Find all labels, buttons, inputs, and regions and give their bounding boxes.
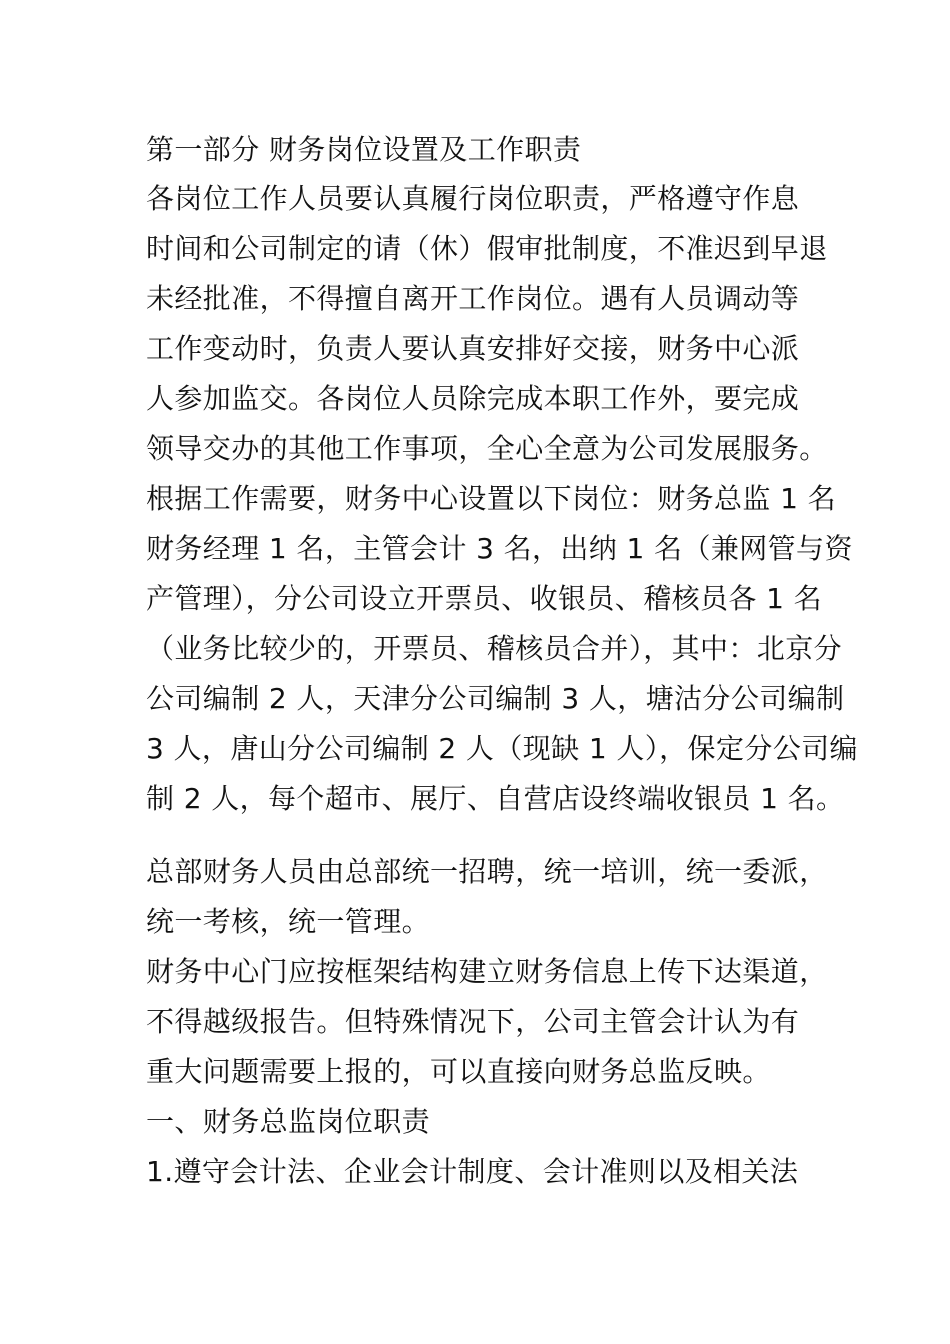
paragraph-line: 领导交办的其他工作事项，全心全意为公司发展服务。 [146,432,828,465]
paragraph-line: 重大问题需要上报的，可以直接向财务总监反映。 [146,1055,771,1088]
subsection-heading: 一、财务总监岗位职责 [146,1105,431,1138]
paragraph-line: 各岗位工作人员要认真履行岗位职责，严格遵守作息 [146,182,800,215]
paragraph-line: 时间和公司制定的请（休）假审批制度，不准迟到早退 [146,232,828,265]
paragraph-line: 财务中心门应按框架结构建立财务信息上传下达渠道， [146,955,828,988]
paragraph-line: 工作变动时，负责人要认真安排好交接，财务中心派 [146,332,800,365]
paragraph-line: 财务经理 1 名，主管会计 3 名，出纳 1 名（兼网管与资 [146,532,853,565]
paragraph-line: 人参加监交。各岗位人员除完成本职工作外，要完成 [146,382,800,415]
paragraph-line: 未经批准，不得擅自离开工作岗位。遇有人员调动等 [146,282,800,315]
paragraph-line: 总部财务人员由总部统一招聘，统一培训，统一委派， [146,855,828,888]
paragraph-line: 制 2 人，每个超市、展厅、自营店设终端收银员 1 名。 [146,782,845,815]
paragraph-line: 不得越级报告。但特殊情况下，公司主管会计认为有 [146,1005,800,1038]
paragraph-line: 统一考核，统一管理。 [146,905,431,938]
paragraph-line: 3 人，唐山分公司编制 2 人（现缺 1 人），保定分公司编 [146,732,858,765]
paragraph-line: 产管理），分公司设立开票员、收银员、稽核员各 1 名 [146,582,823,615]
paragraph-line: 公司编制 2 人，天津分公司编制 3 人，塘沽分公司编制 [146,682,845,715]
paragraph-line: 根据工作需要，财务中心设置以下岗位：财务总监 1 名 [146,482,837,515]
list-item: 1.遵守会计法、企业会计制度、会计准则以及相关法 [146,1155,799,1188]
section-title: 第一部分 财务岗位设置及工作职责 [146,133,582,166]
paragraph-line: （业务比较少的，开票员、稽核员合并），其中：北京分 [146,632,843,665]
